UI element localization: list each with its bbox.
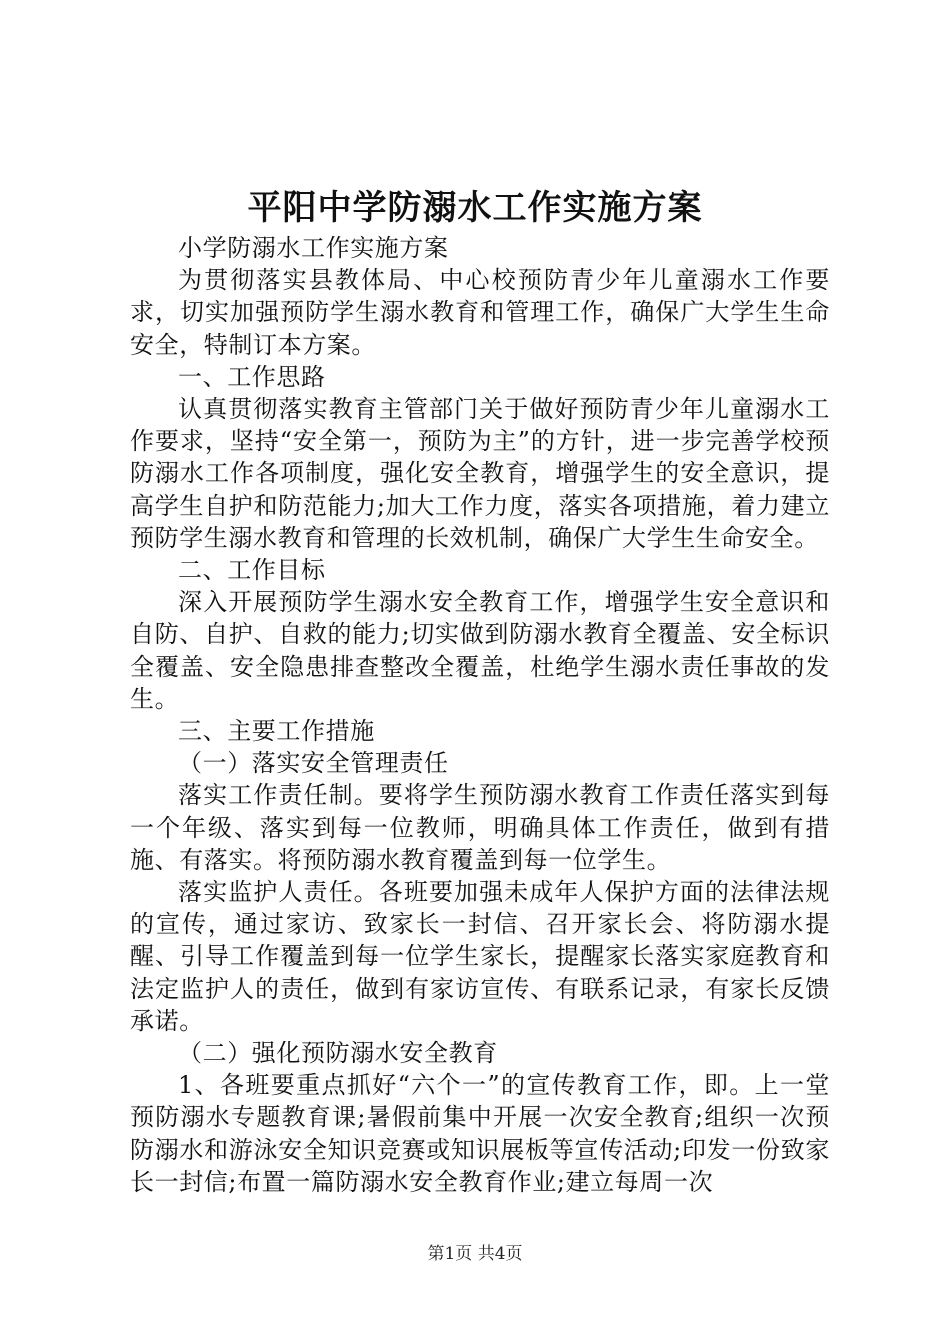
paragraph-intro: 为贯彻落实县教体局、中心校预防青少年儿童溺水工作要求，切实加强预防学生溺水教育和管理工作，确保广大学生生命安全，特制订本方案。 — [130, 266, 830, 359]
subheading-safety-education: （二）强化预防溺水安全教育 — [178, 1039, 498, 1068]
paragraph-six-ones: 1、各班要重点抓好“六个一”的宣传教育工作，即。上一堂预防溺水专题教育课;暑假前集中开展一次安全教育;组织一次预防溺水和游泳安全知识竞赛或知识展板等宣传活动;印发一份致家长一封信;布置一篇防溺水安全教育作业;建立每周一次 — [130, 1071, 830, 1196]
document-body — [130, 232, 830, 1198]
paragraph-work-goals: 深入开展预防学生溺水安全教育工作，增强学生安全意识和自防、自护、自救的能力;切实做到防溺水教育全覆盖、安全标识全覆盖、安全隐患排查整改全覆盖，杜绝学生溺水责任事故的发生。 — [130, 588, 830, 713]
heading-work-approach: 一、工作思路 — [178, 362, 326, 391]
heading-work-goals: 二、工作目标 — [178, 556, 326, 585]
heading-main-measures: 三、主要工作措施 — [178, 717, 375, 746]
paragraph-responsibility-system: 落实工作责任制。要将学生预防溺水教育工作责任落实到每一个年级、落实到每一位教师，明确具体工作责任，做到有措施、有落实。将预防溺水教育覆盖到每一位学生。 — [130, 781, 830, 874]
paragraph-work-approach: 认真贯彻落实教育主管部门关于做好预防青少年儿童溺水工作要求，坚持“安全第一，预防为主”的方针，进一步完善学校预防溺水工作各项制度，强化安全教育，增强学生的安全意识，提高学生自护和防范能力;加大工作力度，落实各项措施，着力建立预防学生溺水教育和管理的长效机制，确保广大学生生命安全。 — [130, 395, 830, 552]
paragraph-guardian-responsibility: 落实监护人责任。各班要加强未成年人保护方面的法律法规的宣传，通过家访、致家长一封信、召开家长会、将防溺水提醒、引导工作覆盖到每一位学生家长，提醒家长落实家庭教育和法定监护人的责任，做到有家访宣传、有联系记录，有家长反馈承诺。 — [130, 878, 830, 1035]
page-footer: 第1页 共4页 — [427, 1244, 523, 1264]
document-title: 平阳中学防溺水工作实施方案 — [247, 188, 703, 228]
subheading-responsibility: （一）落实安全管理责任 — [178, 749, 449, 778]
paragraph-subtitle: 小学防溺水工作实施方案 — [178, 234, 449, 262]
